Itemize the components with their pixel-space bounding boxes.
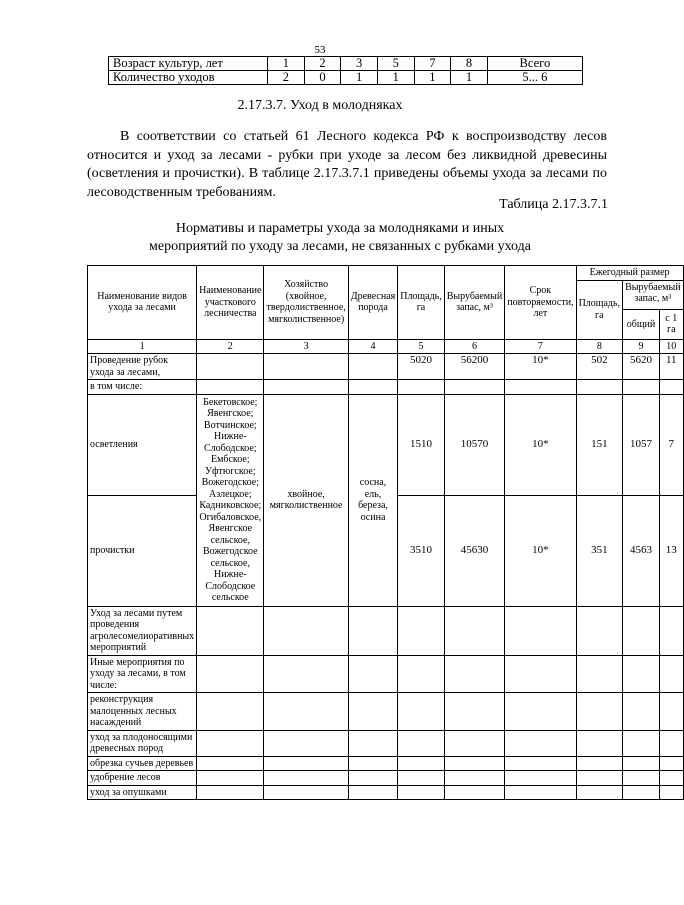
table-cell bbox=[264, 693, 348, 731]
species-cell: сосна, ель, береза, осина bbox=[348, 394, 397, 606]
table-cell: 5... 6 bbox=[487, 71, 582, 85]
column-number: 2 bbox=[197, 339, 264, 354]
table-cell bbox=[264, 606, 348, 655]
table-cell bbox=[398, 730, 445, 756]
table-cell bbox=[197, 380, 264, 395]
annual-per-ha-cell: 11 bbox=[659, 354, 683, 380]
row-name: в том числе: bbox=[88, 380, 197, 395]
table-row bbox=[88, 655, 684, 693]
column-number: 10 bbox=[659, 339, 683, 354]
table-cell bbox=[348, 606, 397, 655]
annual-total-cell: 4563 bbox=[623, 495, 660, 606]
table-cell bbox=[398, 785, 445, 800]
table-cell: 1 bbox=[377, 71, 414, 85]
table-row bbox=[88, 380, 684, 395]
table-row bbox=[88, 354, 684, 380]
table-cell bbox=[576, 756, 623, 771]
table-cell: 7 bbox=[414, 57, 451, 71]
table-cell bbox=[398, 655, 445, 693]
table-cell bbox=[576, 730, 623, 756]
table-cell bbox=[659, 730, 683, 756]
table-cell bbox=[659, 771, 683, 786]
table-cell bbox=[623, 606, 660, 655]
table-cell bbox=[505, 771, 576, 786]
table-cell bbox=[623, 380, 660, 395]
table-cell bbox=[197, 354, 264, 380]
table-cell bbox=[197, 771, 264, 786]
table-cell bbox=[444, 380, 505, 395]
row-name: уход за плодоносящими древесных пород bbox=[88, 730, 197, 756]
table-cell bbox=[348, 771, 397, 786]
table-cell bbox=[264, 655, 348, 693]
table-cell bbox=[659, 756, 683, 771]
stock-cell: 10570 bbox=[444, 394, 505, 495]
table-cell bbox=[576, 785, 623, 800]
table-cell: 1 bbox=[451, 71, 488, 85]
row-name: Иные мероприятия по уходу за лесами, в том числе: bbox=[88, 655, 197, 693]
table-cell bbox=[505, 655, 576, 693]
table-cell bbox=[505, 606, 576, 655]
table-cell bbox=[623, 730, 660, 756]
caption-line: мероприятий по уходу за лесами, не связанных с рубками ухода bbox=[149, 239, 531, 254]
row-name: реконструкция малоценных лесных насаждений bbox=[88, 693, 197, 731]
table-cell bbox=[576, 380, 623, 395]
header-cell: общий bbox=[623, 310, 660, 340]
column-number: 1 bbox=[88, 339, 197, 354]
table-row bbox=[88, 785, 684, 800]
header-cell: с 1 га bbox=[659, 310, 683, 340]
table-cell: 2 bbox=[304, 57, 341, 71]
table-cell bbox=[264, 354, 348, 380]
table-caption bbox=[80, 220, 600, 256]
header-row bbox=[88, 266, 684, 281]
table-cell bbox=[348, 730, 397, 756]
table-cell bbox=[264, 756, 348, 771]
table-cell bbox=[264, 771, 348, 786]
table-cell: 1 bbox=[268, 57, 305, 71]
table-row bbox=[88, 606, 684, 655]
table-cell bbox=[197, 756, 264, 771]
table-cell bbox=[398, 693, 445, 731]
table-cell bbox=[348, 655, 397, 693]
annual-total-cell: 1057 bbox=[623, 394, 660, 495]
body-paragraph bbox=[87, 128, 607, 202]
row-name: уход за опушками bbox=[88, 785, 197, 800]
table-row bbox=[109, 57, 583, 71]
table-cell: 3 bbox=[341, 57, 378, 71]
row-name: осветления bbox=[88, 394, 197, 495]
area-cell: 1510 bbox=[398, 394, 445, 495]
stock-cell: 56200 bbox=[444, 354, 505, 380]
row-name: удобрение лесов bbox=[88, 771, 197, 786]
table-cell bbox=[505, 785, 576, 800]
row-name: прочистки bbox=[88, 495, 197, 606]
table-cell bbox=[398, 771, 445, 786]
table-cell: 8 bbox=[451, 57, 488, 71]
care-schedule-table bbox=[108, 56, 583, 85]
table-cell bbox=[348, 693, 397, 731]
economy-cell: хвойное, мягколиственное bbox=[264, 394, 348, 606]
annual-area-cell: 151 bbox=[576, 394, 623, 495]
table-cell bbox=[659, 785, 683, 800]
table-row bbox=[88, 771, 684, 786]
table-cell bbox=[348, 756, 397, 771]
row-label: Количество уходов bbox=[109, 71, 268, 85]
table-cell bbox=[444, 730, 505, 756]
section-heading: 2.17.3.7. Уход в молодняках bbox=[237, 98, 403, 113]
paragraph-text: В соответствии со статьей 61 Лесного кодекса РФ к воспроизводству лесов относится и уход за лесами - рубки при уходе за лесом без ликвидной древесины (осветления и прочистки). В таблице 2.17.3.7.1 приведены объемы ухода за лесами по лесоводственным требованиям. bbox=[87, 129, 607, 200]
annual-per-ha-cell: 13 bbox=[659, 495, 683, 606]
table-cell bbox=[348, 354, 397, 380]
table-cell: 1 bbox=[414, 71, 451, 85]
period-cell: 10* bbox=[505, 354, 576, 380]
period-cell: 10* bbox=[505, 394, 576, 495]
table-cell bbox=[197, 655, 264, 693]
table-row bbox=[88, 730, 684, 756]
row-name: обрезка сучьев деревьев bbox=[88, 756, 197, 771]
column-number: 8 bbox=[576, 339, 623, 354]
table-cell bbox=[398, 380, 445, 395]
table-cell bbox=[444, 606, 505, 655]
table-cell bbox=[659, 693, 683, 731]
table-number: Таблица 2.17.3.7.1 bbox=[499, 197, 608, 212]
table-row bbox=[88, 394, 684, 495]
table-cell bbox=[264, 785, 348, 800]
page-number: 53 bbox=[314, 44, 326, 56]
table-cell bbox=[197, 785, 264, 800]
table-cell bbox=[348, 380, 397, 395]
column-number-row bbox=[88, 339, 684, 354]
table-row bbox=[88, 693, 684, 731]
table-cell bbox=[623, 756, 660, 771]
table-cell bbox=[505, 380, 576, 395]
area-cell: 3510 bbox=[398, 495, 445, 606]
period-cell: 10* bbox=[505, 495, 576, 606]
table-cell bbox=[505, 756, 576, 771]
table-cell bbox=[576, 655, 623, 693]
table-cell bbox=[623, 655, 660, 693]
stock-cell: 45630 bbox=[444, 495, 505, 606]
header-cell: Наименование видов ухода за лесами bbox=[88, 266, 197, 340]
table-cell bbox=[444, 785, 505, 800]
table-cell bbox=[659, 606, 683, 655]
table-cell bbox=[659, 380, 683, 395]
table-cell: 1 bbox=[341, 71, 378, 85]
table-cell: 5 bbox=[377, 57, 414, 71]
annual-area-cell: 502 bbox=[576, 354, 623, 380]
header-cell: Площадь, га bbox=[398, 266, 445, 340]
header-cell: Вырубаемый запас, м³ bbox=[444, 266, 505, 340]
annual-area-cell: 351 bbox=[576, 495, 623, 606]
table-cell bbox=[348, 785, 397, 800]
table-cell bbox=[505, 730, 576, 756]
table-cell: Всего bbox=[487, 57, 582, 71]
table-cell bbox=[197, 730, 264, 756]
header-cell: Ежегодный размер bbox=[576, 266, 683, 281]
row-name: Уход за лесами путем проведения агролесомелиоративных мероприятий bbox=[88, 606, 197, 655]
table-cell bbox=[444, 655, 505, 693]
header-cell: Древесная порода bbox=[348, 266, 397, 340]
column-number: 9 bbox=[623, 339, 660, 354]
row-label: Возраст культур, лет bbox=[109, 57, 268, 71]
table-cell bbox=[505, 693, 576, 731]
column-number: 7 bbox=[505, 339, 576, 354]
table-cell bbox=[398, 756, 445, 771]
column-number: 6 bbox=[444, 339, 505, 354]
table-cell bbox=[623, 693, 660, 731]
forestries-cell: Бекетовское; Явенгское; Вотчинское; Нижне-Слободское; Ембское; Уфтюгское; Вожегодское; Азлецкое; Кадниковское; Огибаловское, Явенгское сельское, Вожегодское сельское, Нижне-Слободское сельское bbox=[197, 394, 264, 606]
header-cell: Вырубаемый запас, м³ bbox=[623, 280, 684, 310]
header-cell: Срок повторяемости, лет bbox=[505, 266, 576, 340]
table-cell bbox=[576, 606, 623, 655]
header-cell: Площадь, га bbox=[576, 280, 623, 339]
care-norms-table bbox=[87, 265, 684, 800]
table-row bbox=[109, 71, 583, 85]
table-cell bbox=[623, 785, 660, 800]
table-cell bbox=[197, 606, 264, 655]
annual-per-ha-cell: 7 bbox=[659, 394, 683, 495]
row-name: Проведение рубок ухода за лесами, bbox=[88, 354, 197, 380]
table-cell bbox=[659, 655, 683, 693]
table-row bbox=[88, 756, 684, 771]
table-cell bbox=[576, 693, 623, 731]
column-number: 5 bbox=[398, 339, 445, 354]
annual-total-cell: 5620 bbox=[623, 354, 660, 380]
table-cell bbox=[197, 693, 264, 731]
table-cell: 2 bbox=[268, 71, 305, 85]
table-cell bbox=[576, 771, 623, 786]
table-cell bbox=[444, 693, 505, 731]
area-cell: 5020 bbox=[398, 354, 445, 380]
column-number: 4 bbox=[348, 339, 397, 354]
table-cell bbox=[264, 730, 348, 756]
table-cell bbox=[444, 756, 505, 771]
table-cell bbox=[623, 771, 660, 786]
table-cell bbox=[444, 771, 505, 786]
header-cell: Хозяйство (хвойное, твердолиственное, мягколиственное) bbox=[264, 266, 348, 340]
header-cell: Наименование участкового лесничества bbox=[197, 266, 264, 340]
table-cell bbox=[264, 380, 348, 395]
table-cell: 0 bbox=[304, 71, 341, 85]
caption-line: Нормативы и параметры ухода за молодняками и иных bbox=[175, 221, 505, 236]
column-number: 3 bbox=[264, 339, 348, 354]
table-cell bbox=[398, 606, 445, 655]
